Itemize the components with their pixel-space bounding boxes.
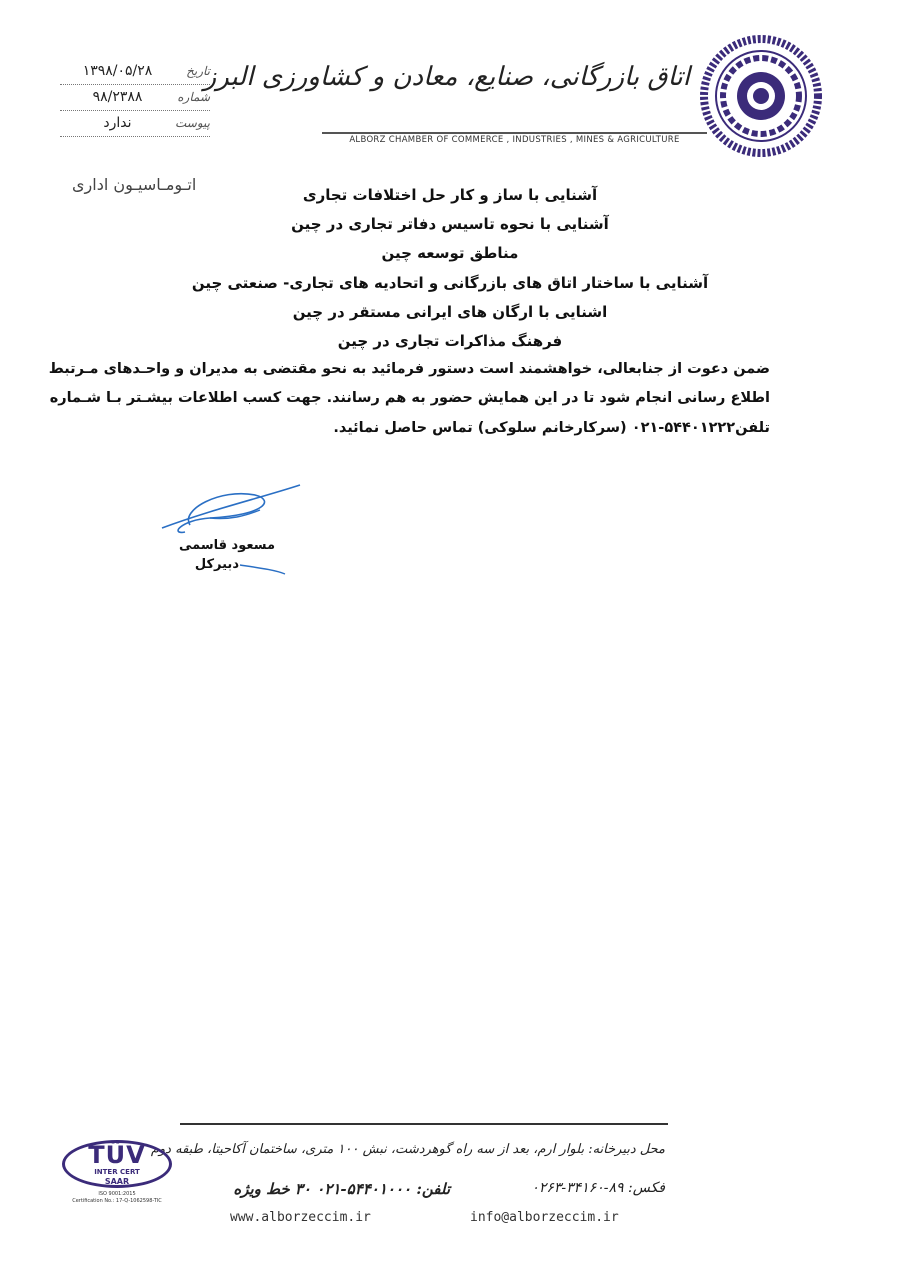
- topic-line: آشنایی با ساز و کار حل اختلافات تجاری: [302, 186, 598, 204]
- number-label: شماره: [177, 90, 210, 104]
- footer-email: info@alborzeccim.ir: [470, 1210, 619, 1225]
- attachment-row: [60, 114, 210, 137]
- footer-fax: فکس: ۸۹-۳۴۱۶۰-۰۲۶۳: [531, 1180, 665, 1196]
- paragraph-line: ضمن دعوت از جنابعالی، خواهشمند است دستور فرمائید به نحو مقتضی به مدیران و واحـدهای مـرتبط: [48, 361, 770, 377]
- tuv-certification-number: Certification No.: 17-Q-1062598-TIC: [72, 1198, 162, 1204]
- signer-name: مسعود قاسمی: [178, 538, 275, 553]
- tuv-saar: SAAR: [104, 1177, 130, 1186]
- date-label: تاریخ: [186, 64, 210, 78]
- attachment-label: پیوست: [175, 116, 210, 130]
- topic-line: فرهنگ مذاکرات تجاری در چین: [337, 332, 563, 350]
- number-value: ۹۸/۲۳۸۸: [92, 89, 143, 105]
- number-row: [60, 88, 210, 111]
- attachment-value: ندارد: [103, 115, 132, 131]
- chamber-name-fa: اتاق بازرگانی، صنایع، معادن و کشاورزی البرز: [203, 62, 690, 92]
- letter-meta: [60, 62, 210, 152]
- signer-title: دبیرکل: [194, 557, 239, 572]
- paragraph-line: تلفن۵۴۴۰۱۲۲۲-۰۲۱ (سرکارخانم سلوکی) تماس حاصل نمائید.: [333, 420, 770, 436]
- chamber-seal-logo: [700, 35, 822, 157]
- topic-line: مناطق توسعه چین: [381, 244, 519, 262]
- tuv-brand: TÜV: [88, 1141, 146, 1169]
- tuv-iso: ISO 9001:2015: [98, 1191, 136, 1197]
- office-automation-label: اتـومـاسیـون اداری: [72, 175, 197, 194]
- chamber-name-en: ALBORZ CHAMBER OF COMMERCE , INDUSTRIES , MINES & AGRICULTURE: [322, 132, 707, 145]
- footer-phone: تلفن: ۵۴۴۰۱۰۰۰-۰۲۱ ۳۰ خط ویژه: [233, 1180, 450, 1198]
- topic-line: آشنایی با نحوه تاسیس دفاتر تجاری در چین: [291, 215, 609, 233]
- date-value: ۱۳۹۸/۰۵/۲۸: [82, 63, 153, 79]
- paragraph-line: اطلاع رسانی انجام شود تا در این همایش حضور به هم رسانند. جهت کسب اطلاعات بیشـتر بـا شـماره: [49, 390, 770, 406]
- footer-website: www.alborzeccim.ir: [230, 1210, 371, 1225]
- topic-line: آشنایی با ساختار اتاق های بازرگانی و اتحادیه های تجاری- صنعتی چین: [191, 274, 709, 292]
- date-row: [60, 62, 210, 85]
- footer-address: محل دبیرخانه: بلوار ارم، بعد از سه راه گوهردشت، نبش ۱۰۰ متری، ساختمان آکاحیتا، طبقه دوم: [150, 1142, 665, 1157]
- tuv-certification-logo: [62, 1140, 174, 1208]
- tuv-intercert: INTER CERT: [94, 1168, 140, 1176]
- topic-line: اشنایی با ارگان های ایرانی مستقر در چین: [292, 303, 608, 321]
- footer-divider: [180, 1123, 668, 1125]
